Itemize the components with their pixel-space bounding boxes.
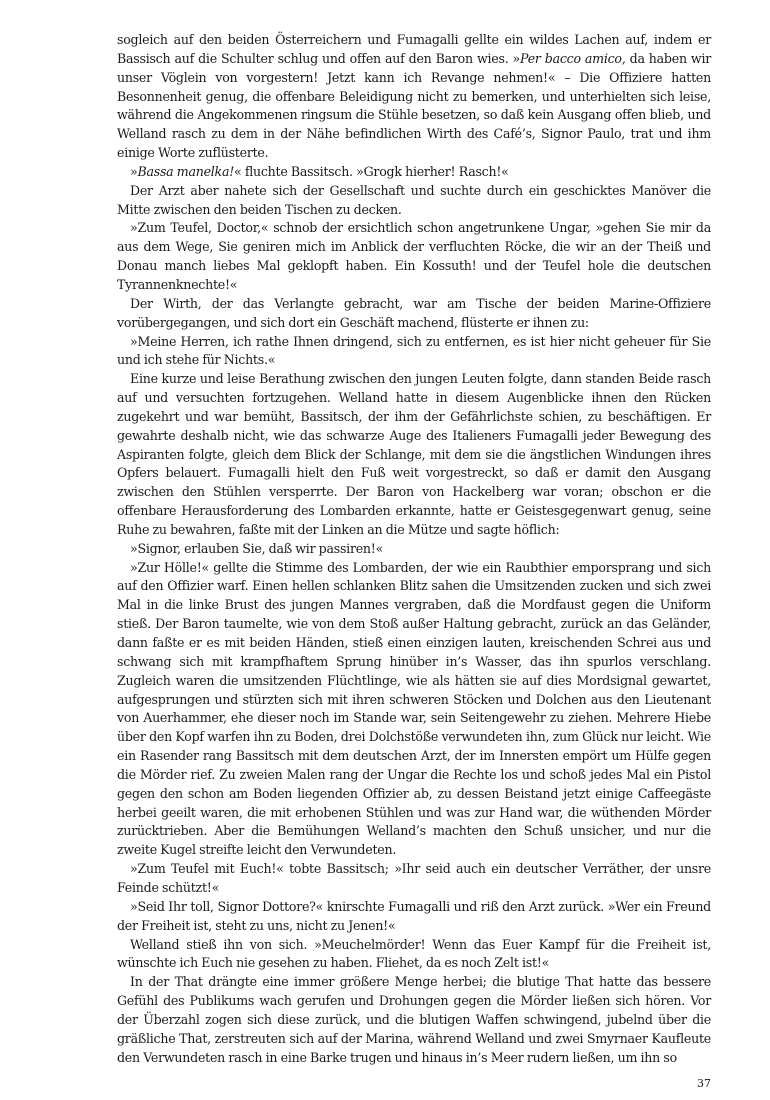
paragraph: »Zum Teufel, Doctor,« schnob der ersichtlich schon angetrunkene Ungar, »gehen Sie mir da aus dem Wege, Sie geniren mich im Anblick der verfluchten Röcke, die wir an der Theiß und Donau manch liebes Mal geklopft haben. Ein Kossuth! und der Teufel hole die deutschen Tyrannenknechte!« (117, 220, 711, 292)
paragraph: Welland stieß ihn von sich. »Meuchelmörder! Wenn das Euer Kampf für die Freiheit ist, wünschte ich Euch nie gesehen zu haben. Fliehet, da es noch Zelt ist!« (117, 936, 711, 971)
paragraph: »Seid Ihr toll, Signor Dottore?« knirschte Fumagalli und riß den Arzt zurück. »Wer ein Freund der Freiheit ist, steht zu uns, nicht zu Jenen!« (117, 898, 711, 933)
paragraph: In der That drängte eine immer größere Menge herbei; die blutige That hatte das bessere Gefühl des Publikums wach gerufen und Drohungen gegen die Mörder ließen sich hören. Vor der Überzahl zogen sich diese zurück, und die blutigen Waffen schwingend, jubelnd über die gräßliche That, zerstreuten sich auf der Marina, während Welland und zwei Smyrnaer Kaufleute den Verwundeten rasch in eine Barke trugen und hinaus in’s Meer rudern ließen, um ihn so (117, 974, 711, 1065)
paragraph: »Zum Teufel mit Euch!« tobte Bassitsch; »Ihr seid auch ein deutscher Verräther, der unsre Feinde schützt!« (117, 861, 711, 895)
page-number: 37 (697, 1077, 711, 1090)
paragraph: »Zur Hölle!« gellte die Stimme des Lombarden, der wie ein Raubthier emporsprang und sich auf den Offizier warf. Einen hellen schlanken Blitz sahen die Umsitzenden zucken und sich zwei Mal in die linke Brust des jungen Mannes vergraben, daß die Mordfaust gegen die Uniform stieß. Der Baron taumelte, wie von dem Stoß außer Haltung gebracht, zurück an das Geländer, dann faßte er es mit beiden Händen, stieß einen einzigen lauten, kreischenden Schrei aus und schwang sich mit krampfhaftem Sprung hinüber in’s Wasser, das ihn spurlos verschlang. Zugleich waren die umsitzenden Flüchtlinge, wie als hätten sie auf dies Mordsignal gewartet, aufgesprungen und stürzten sich mit ihren schweren Stöcken und Dolchen aus den Lieutenant von Auerhammer, ehe dieser noch im Stande war, sein Seitengewehr zu ziehen. Mehrere Hiebe über den Kopf warfen ihn zu Boden, drei Dolchstöße verwundeten ihn, zum Glück nur leicht. Wie ein Rasender rang Bassitsch mit dem deutschen Arzt, der im Innersten empört um Hülfe gegen die Mörder rief. Zu zweien Malen rang der Ungar die Rechte los und schoß jedes Mal ein Pistol gegen den schon am Boden liegenden Offizier ab, zu dessen Beistand jetzt einige Caffeegäste herbei geeilt waren, die mit erhobenen Stühlen und was zur Hand war, die wüthenden Mörder zurücktrieben. Aber die Bemühungen Welland’s machten den Schuß unsicher, und nur die zweite Kugel streifte leicht den Verwundeten. (117, 559, 711, 858)
paragraph: Der Arzt aber nahete sich der Gesellschaft und suchte durch ein geschicktes Manöver die Mitte zwischen den beiden Tischen zu decken. (117, 182, 711, 217)
body-text (117, 31, 711, 1067)
paragraph: »Signor, erlauben Sie, daß wir passiren!« (130, 540, 384, 556)
paragraph: Der Wirth, der das Verlangte gebracht, war am Tische der beiden Marine-Offiziere vorübergegangen, und sich dort ein Geschäft machend, flüsterte er ihnen zu: (117, 295, 711, 330)
paragraph: »Bassa manelka!« fluchte Bassitsch. »Grogk hierher! Rasch!« (130, 163, 509, 179)
paragraph: sogleich auf den beiden Österreichern und Fumagalli gellte ein wildes Lachen auf, indem er Bassisch auf die Schulter schlug und offen auf den Baron wies. »Per bacco amico, da haben wir unser Vöglein von vorgestern! Jetzt kann ich Revange nehmen!« – Die Offiziere hatten Besonnenheit genug, die offenbare Beleidigung nicht zu bemerken, und unterhielten sich leise, während die Angekommenen ringsum die Stühle besetzen, so daß kein Ausgang offen blieb, und Welland rasch zu dem in der Nähe befindlichen Wirth des Café’s, Signor Paulo, trat und ihm einige Worte zuflüsterte. (117, 32, 711, 161)
paragraph: Eine kurze und leise Berathung zwischen den jungen Leuten folgte, dann standen Beide rasch auf und versuchten fortzugehen. Welland hatte in diesem Augenblicke ihnen den Rücken zugekehrt und war bemüht, Bassitsch, der ihm der Gefährlichste schien, zu beschäftigen. Er gewahrte deshalb nicht, wie das schwarze Auge des Italieners Fumagalli jeder Bewegung des Aspiranten folgte, gleich dem Blick der Schlange, mit dem sie die ängstlichen Windungen ihres Opfers belauert. Fumagalli hielt den Fuß weit vorgestreckt, so daß er damit den Ausgang zwischen den Stühlen versperrte. Der Baron von Hackelberg war voran; obschon er die offenbare Herausforderung des Lombarden erkannte, hatte er Geistesgegenwart genug, seine Ruhe zu bewahren, faßte mit der Linken an die Mütze und sagte höflich: (117, 371, 711, 537)
paragraph: »Meine Herren, ich rathe Ihnen dringend, sich zu entfernen, es ist hier nicht geheuer für Sie und ich stehe für Nichts.« (117, 333, 711, 368)
